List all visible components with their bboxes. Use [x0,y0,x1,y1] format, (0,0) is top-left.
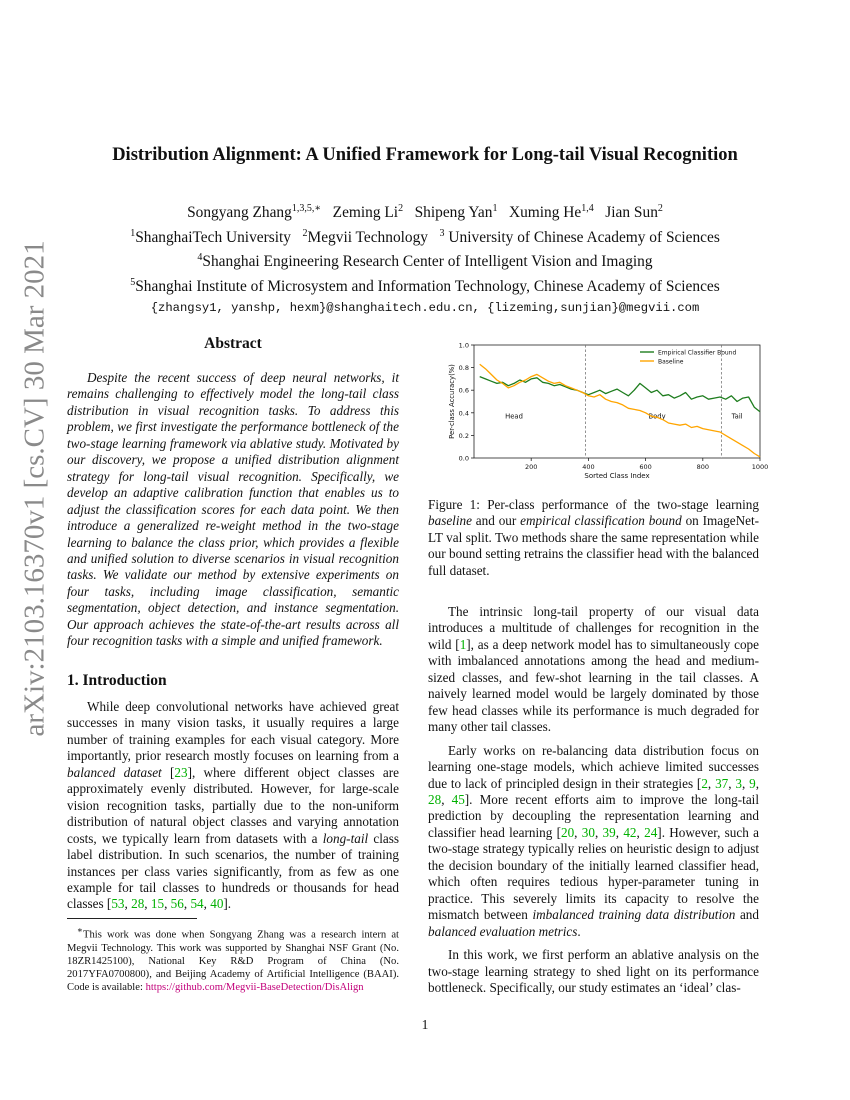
affiliation-line [0,248,850,273]
x-tick-label: 800 [696,463,710,471]
author-name: Zeming Li [332,204,399,222]
citation-link[interactable]: 45 [451,791,465,807]
caption-label: Figure 1: [428,497,480,512]
citation-link[interactable]: 3 [735,775,742,791]
author-sup: 2 [657,203,663,214]
introduction-body [67,699,399,913]
series-line-baseline [480,364,760,457]
text-run: and [735,907,759,923]
x-tick-label: 200 [524,463,538,471]
citation-link[interactable]: 20 [560,824,575,840]
footnote-mark: ∗ [77,925,84,935]
author-sup: 1 [492,203,498,214]
abstract-body [67,370,399,650]
text-run: Per-class performance of the two-stage learning [479,497,759,512]
affiliation: ShanghaiTech University [135,228,291,246]
x-tick-label: 400 [582,463,595,471]
citation-link[interactable]: 15 [150,896,165,912]
author-block [0,199,850,318]
emphasis: long-tail [322,830,369,846]
author-emails: {zhangsy1, yanshp, hexm}@shanghaitech.edu.cn, {lizeming,sunjian}@megvii.com [150,300,700,315]
figure-1-caption [428,497,759,579]
text-run: This work was done when Songyang Zhang was a research intern at Megvii Technology. This work was supported by Shanghai NSF Grant (No. 18ZR1425100), National Key R&D Program of China (No. 2017YFA0700800), and Beijing Academy of Artificial Intelligence (BAAI). Code is available: [67,929,399,993]
citation-link[interactable]: 53 [111,896,125,912]
text-run: Early works on re-balancing data distribution focus on learning one-stage models, which achieve limited successes due to lack of principled design in their strategies [ [428,742,759,791]
body-paragraph: In this work, we first perform an ablative analysis on the two-stage learning strategy to shed light on its performance bottleneck. Specifically, our study estimates an ‘ideal’ clas- [428,947,759,995]
text-run: ], where different object classes are approximately evenly distributed. However, for large-scale vision recognition tasks, partially due to the non-uniform distribution of natural object classes and varying annotation costs, we typically learn from datasets with a [67,764,399,846]
citation-link[interactable]: 54 [190,896,204,912]
section-heading-introduction: 1. Introduction [67,672,167,689]
citation-link[interactable]: 30 [581,824,595,840]
x-tick-label: 600 [639,463,652,471]
text-run: and our [471,513,521,529]
affiliation-line [0,273,850,298]
text-run: class label distribution. In such scenarios, the number of training instances per class varies significantly, from as few as one example for tail classes to hundreds or thousands for head classes [ [67,830,399,912]
citation-link[interactable]: 42 [623,824,637,840]
text-run: on ImageNet-LT val split. Two methods share the same representation while our bound setting retrains the classifier head with the balanced full dataset. [428,513,760,578]
plot-frame [474,345,760,458]
emphasis: imbalanced training data distribution [532,907,736,923]
affiliation: Megvii Technology [307,228,428,246]
y-tick-label: 0.4 [458,409,469,418]
y-tick-label: 0.0 [458,454,469,463]
x-axis-label: Sorted Class Index [584,472,650,480]
y-axis-label: Per-class Accuracy(%) [448,364,456,439]
citation-link[interactable]: 28 [428,791,442,807]
footnote [67,924,399,994]
author-line [0,199,850,224]
author-name: Shipeng Yan [414,204,493,222]
emphasis: balanced evaluation metrics [428,923,578,939]
author-sup: 1,3,5,∗ [291,203,322,214]
citation-link[interactable]: 9 [749,775,756,791]
region-label: Tail [731,412,743,421]
citation-link[interactable]: 28 [131,896,145,912]
region-label: Body [648,412,666,421]
emphasis: empirical classification bound [520,513,682,529]
right-column-body [428,604,759,1003]
aff-sup: 3 [439,227,445,239]
y-tick-label: 0.8 [458,364,469,373]
text-run: ]. However, such a two-stage strategy typically relies on heuristic design to adjust the decision boundary of the initially learned classifier head, which often requires tedious hyper-parameter tuning in practice. This severely limits its capacity to resolve the mismatch between [428,824,759,923]
y-tick-label: 0.2 [458,431,469,440]
citation-link[interactable]: 40 [210,896,224,912]
footnote-rule [67,918,197,919]
affiliation: University of Chinese Academy of Sciences [448,228,720,246]
legend-label: Empirical Classifier Bound [658,349,737,357]
text-run: . [577,923,581,939]
emphasis: baseline [428,513,472,529]
paper-title: Distribution Alignment: A Unified Framework for Long-tail Visual Recognition [112,145,738,165]
y-tick-label: 0.6 [458,386,469,395]
figure-1-chart [440,337,770,482]
text-run: ]. [223,896,232,912]
author-name: Songyang Zhang [187,204,292,222]
body-paragraph: Early works on re-balancing data distribution focus on learning one-stage models, which achieve limited successes due to lack of principled design in their strategies [2, 37, 3, 9, 28, 45]. More recent efforts aim to improve the long-tail prediction by decoupling the representation learning and classifier head learning [20, 30, 39, 42, 24]. However, such a two-stage strategy typically relies on heuristic design to adjust the decision boundary of the initially learned classifier head, which often requires tedious hyper-parameter tuning in practice. This severely limits its capacity to resolve the mismatch between imbalanced training data distribution and balanced evaluation metrics. [428,742,760,939]
text-run: ], as a deep network model has to simultaneously cope with imbalanced annotations among the head and medium-sized classes, and few-shot learning in the tail classes. A naively learned model would be largely dominated by those few head classes while its performance is much degraded for many other tail classes. [428,636,759,735]
author-name: Xuming He [509,204,582,222]
arxiv-identifier: arXiv:2103.16370v1 [cs.CV] 30 Mar 2021 [18,240,51,737]
aff-sup: 4 [197,252,203,264]
citation-link[interactable]: 37 [715,775,729,791]
citation-link[interactable]: 23 [174,764,188,780]
intro-paragraph: While deep convolutional networks have achieved great successes in many vision tasks, it usually requires a large number of training examples for each visual category. More importantly, prior research mostly focuses on learning from a balanced dataset [23], where different object classes are approximately evenly distributed. However, for large-scale vision recognition tasks, partially due to the non-uniform distribution of natural object classes and varying annotation costs, we typically learn from datasets with a long-tail class label distribution. In such scenarios, the number of training instances per class varies significantly, from as few as one example for tail classes to hundreds or thousands for head classes [53, 28, 15, 56, 54, 40]. [67,699,399,912]
citation-link[interactable]: 2 [701,775,708,791]
body-paragraph [428,604,759,736]
text-run: [ [161,764,175,780]
affiliation: Shanghai Engineering Research Center of Intelligent Vision and Imaging [202,253,653,271]
emphasis: balanced dataset [67,764,162,780]
author-sup: 2 [398,203,404,214]
aff-sup: 1 [130,227,136,239]
x-tick-label: 1000 [751,463,769,471]
citation-link[interactable]: 1 [459,636,467,652]
code-link[interactable]: https://github.com/Megvii-BaseDetection/DisAlign [145,981,364,993]
footnote-text [67,924,399,994]
caption-text [428,497,759,579]
aff-sup: 5 [130,276,136,288]
y-tick-label: 1.0 [458,341,469,350]
plot-area [448,342,768,481]
author-name: Jian Sun [605,204,658,222]
region-label: Head [505,412,523,421]
text-run: The intrinsic long-tail property of our visual data introduces a multitude of challenges for recognition in the wild [ [428,604,759,652]
affiliation: Shanghai Institute of Microsystem and Information Technology, Chinese Academy of Sciences [135,278,720,295]
author-sup: 1,4 [581,203,594,214]
citation-link[interactable]: 24 [644,824,658,840]
legend-label: Baseline [658,358,684,366]
abstract-text: Despite the recent success of deep neural networks, it remains challenging to effectively model the long-tail class distribution in visual recognition tasks. To address this problem, we first investigate the performance bottleneck of the two-stage learning framework via ablative study. Motivated by our discovery, we propose a unified distribution alignment strategy for long-tail visual recognition. Specifically, we develop an adaptive calibration function that enables us to adjust the classification scores for each data point. We then introduce a generalized re-weight method in the two-stage learning to balance the class prior, which provides a flexible and unified solution to diverse scenarios in visual recognition tasks. We validate our method by extensive experiments on four tasks, including image classification, semantic segmentation, object detection, and instance segmentation. Our approach achieves the state-of-the-art results across all four recognition tasks with a simple and unified framework. [67,370,399,649]
affiliation-line [0,224,850,249]
page-number: 1 [421,1017,429,1032]
citation-link[interactable]: 39 [602,824,616,840]
text-run: While deep convolutional networks have achieved great successes in many vision tasks, it usually requires a large number of training examples for each visual category. More importantly, prior research mostly focuses on learning from a [67,699,399,764]
citation-link[interactable]: 56 [170,896,184,912]
abstract-heading: Abstract [204,335,262,352]
text-run: ]. More recent efforts aim to improve the long-tail prediction by decoupling the representation learning and classifier head learning [ [428,791,760,840]
aff-sup: 2 [302,227,308,239]
